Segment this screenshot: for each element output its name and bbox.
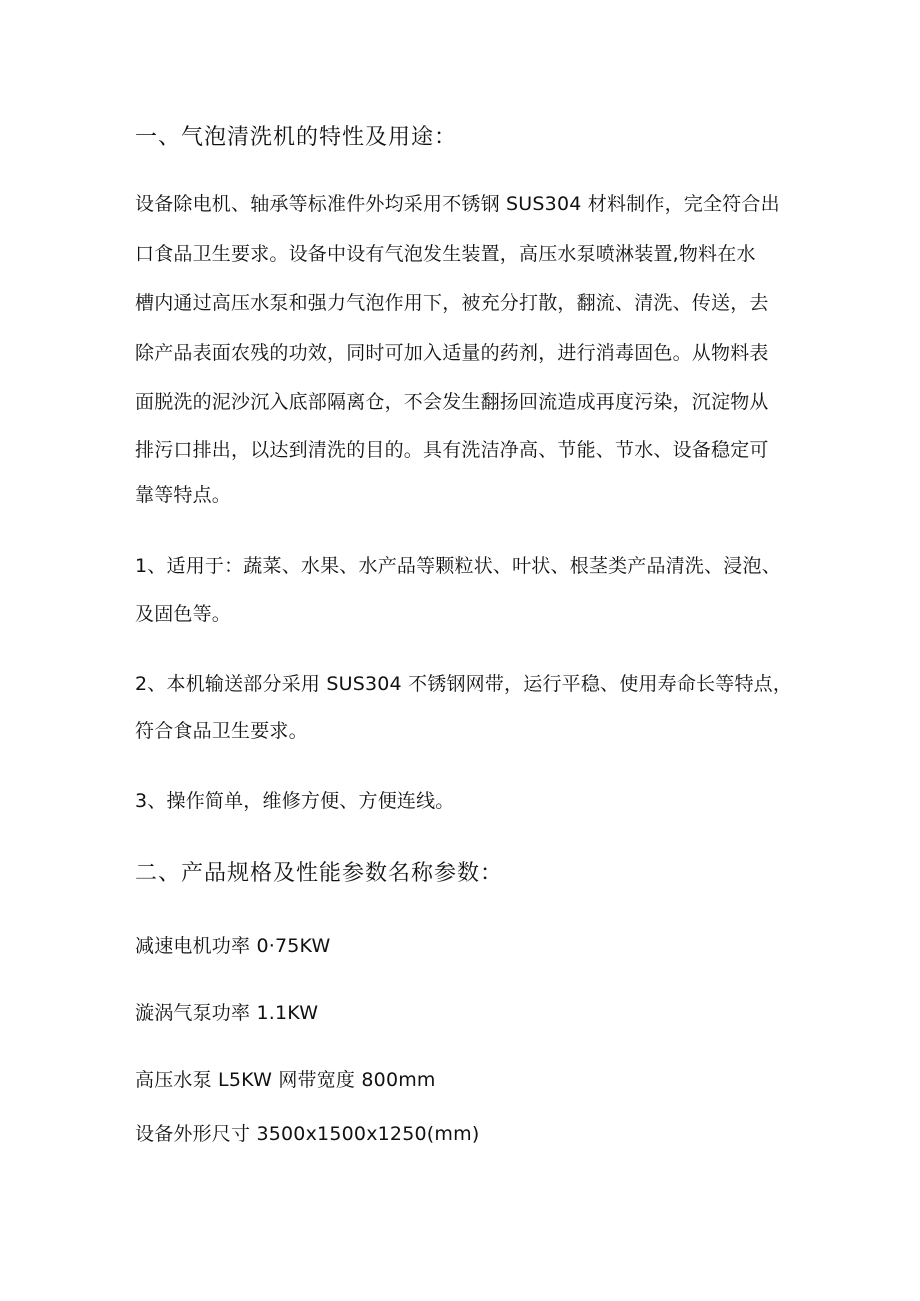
spec-item: 漩涡气泵功率 1.1KW (135, 1002, 319, 1024)
section-2-heading: 二、产品规格及性能参数名称参数： (135, 861, 504, 886)
paragraph-line: 排污口排出，以达到清洗的目的。具有洗洁净高、节能、节水、设备稳定可 (135, 439, 769, 461)
paragraph-line: 2、本机输送部分采用 SUS304 不锈钢网带，运行平稳、使用寿命长等特点， (135, 673, 793, 695)
paragraph-line: 1、适用于：蔬菜、水果、水产品等颗粒状、叶状、根茎类产品清洗、浸泡、 (135, 555, 781, 577)
paragraph-line: 面脱洗的泥沙沉入底部隔离仓，不会发生翻扬回流造成再度污染，沉淀物从 (135, 391, 769, 413)
paragraph-line: 槽内通过高压水泵和强力气泡作用下，被充分打散，翻流、清洗、传送，去 (135, 292, 769, 314)
section-1-heading: 一、气泡清洗机的特性及用途： (135, 125, 458, 150)
spec-item: 减速电机功率 0·75KW (135, 935, 331, 957)
paragraph-line: 口食品卫生要求。设备中设有气泡发生装置，高压水泵喷淋装置,物料在水 (135, 243, 756, 265)
spec-item: 高压水泵 L5KW 网带宽度 800mm (135, 1069, 436, 1091)
paragraph-line: 设备除电机、轴承等标准件外均采用不锈钢 SUS304 材料制作，完全符合出 (135, 193, 780, 215)
paragraph-line: 除产品表面农残的功效，同时可加入适量的药剂，进行消毒固色。从物料表 (135, 342, 769, 364)
paragraph-line: 及固色等。 (135, 603, 232, 625)
paragraph-line: 靠等特点。 (135, 484, 232, 506)
spec-item: 设备外形尺寸 3500x1500x1250(mm) (135, 1123, 480, 1145)
paragraph-line: 符合食品卫生要求。 (135, 720, 308, 742)
feature-item-3: 3、操作简单，维修方便、方便连线。 (135, 790, 455, 812)
